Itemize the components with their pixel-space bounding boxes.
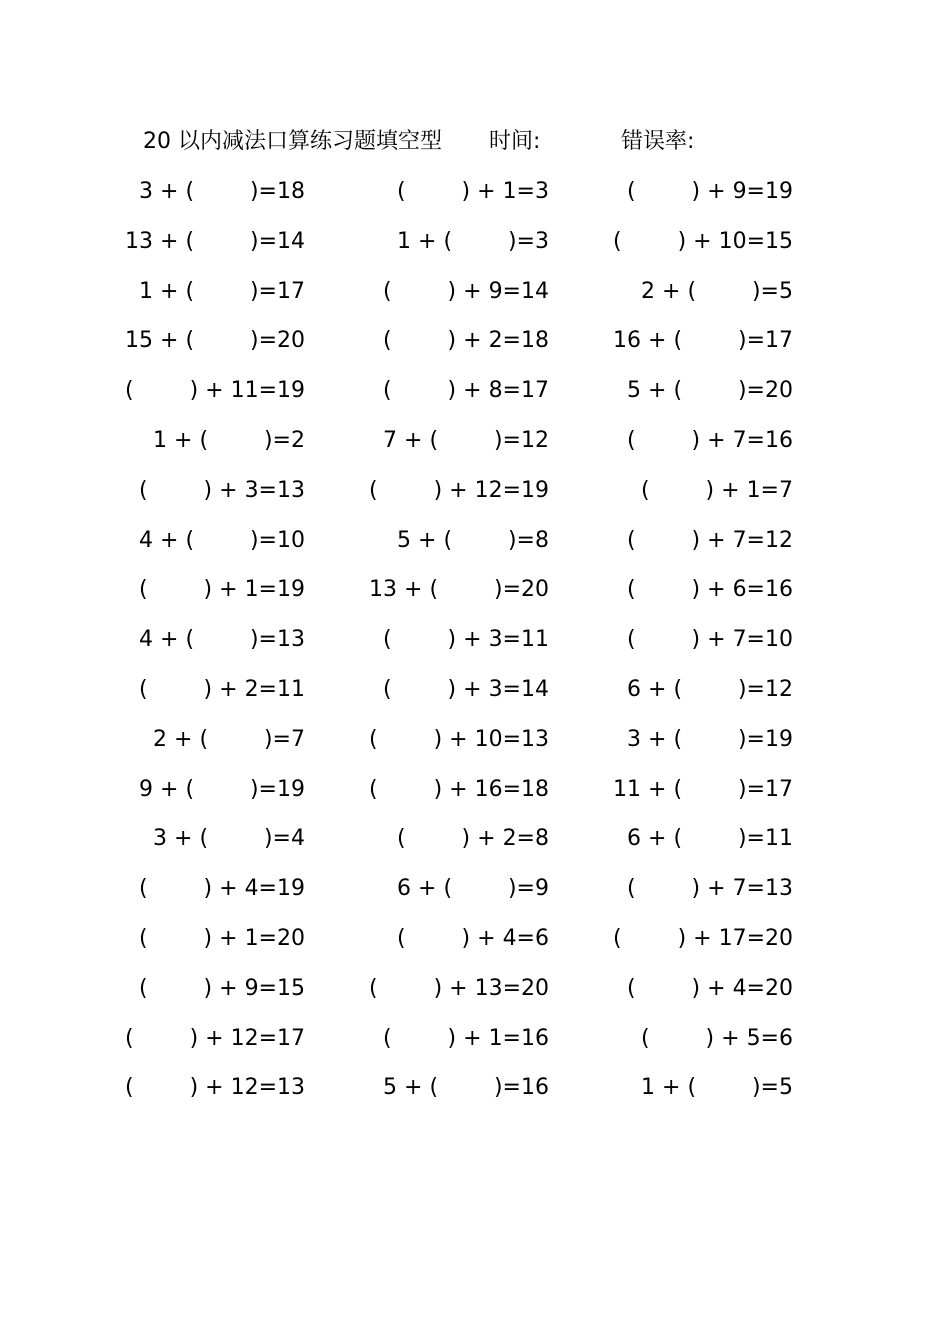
problem-row (0, 1023, 950, 1073)
math-problem: ( ) + 2=18 (383, 328, 549, 354)
problem-row (0, 674, 950, 724)
math-problem: ( ) + 9=19 (627, 179, 793, 204)
math-problem: ( ) + 1=16 (383, 1025, 549, 1051)
math-problem: ( ) + 7=10 (627, 627, 793, 653)
problem-row (0, 325, 950, 375)
problem-row (0, 574, 950, 624)
math-problem: 5 + ( )=16 (383, 1075, 549, 1101)
problem-row (0, 176, 950, 226)
problem-row (0, 226, 950, 276)
math-problem: ( ) + 12=13 (125, 1075, 305, 1101)
math-problem: ( ) + 2=11 (139, 676, 305, 702)
math-problem: ( ) + 12=17 (125, 1025, 305, 1051)
problem-grid (0, 176, 950, 1122)
math-problem: ( ) + 1=19 (139, 577, 305, 603)
problem-row (0, 375, 950, 425)
math-problem: 13 + ( )=14 (125, 228, 305, 254)
math-problem: ( ) + 1=3 (397, 179, 549, 204)
math-problem: ( ) + 7=12 (627, 527, 793, 553)
math-problem: 3 + ( )=19 (627, 726, 793, 752)
math-problem: ( ) + 5=6 (641, 1025, 793, 1051)
problem-row (0, 425, 950, 475)
math-problem: 1 + ( )=2 (153, 427, 305, 453)
math-problem: ( ) + 7=13 (627, 876, 793, 902)
math-problem: ( ) + 3=13 (139, 477, 305, 503)
error-rate-label: 错误率: (621, 129, 695, 154)
problem-row (0, 923, 950, 973)
math-problem: 5 + ( )=8 (397, 527, 549, 553)
math-problem: ( ) + 3=14 (383, 676, 549, 702)
math-problem: ( ) + 9=15 (139, 975, 305, 1001)
math-problem: ( ) + 1=20 (139, 925, 305, 951)
math-problem: ( ) + 8=17 (383, 378, 549, 404)
math-problem: 6 + ( )=9 (397, 876, 549, 902)
math-problem: 3 + ( )=4 (153, 826, 305, 852)
math-problem: 9 + ( )=19 (139, 776, 305, 802)
math-problem: 1 + ( )=17 (139, 278, 305, 304)
math-problem: 13 + ( )=20 (369, 577, 549, 603)
math-problem: ( ) + 13=20 (369, 975, 549, 1001)
math-problem: ( ) + 17=20 (613, 925, 793, 951)
problem-row (0, 724, 950, 774)
math-problem: 1 + ( )=3 (397, 228, 549, 254)
time-label: 时间: (489, 129, 541, 154)
math-problem: ( ) + 4=20 (627, 975, 793, 1001)
math-problem: 16 + ( )=17 (613, 328, 793, 354)
math-problem: ( ) + 3=11 (383, 627, 549, 653)
problem-row (0, 973, 950, 1023)
math-problem: ( ) + 10=13 (369, 726, 549, 752)
worksheet-title: 20 以内减法口算练习题填空型 (143, 129, 442, 154)
math-problem: 2 + ( )=7 (153, 726, 305, 752)
math-problem: 3 + ( )=18 (139, 179, 305, 204)
problem-row (0, 1072, 950, 1122)
math-problem: ( ) + 9=14 (383, 278, 549, 304)
math-problem: ( ) + 2=8 (397, 826, 549, 852)
math-problem: 11 + ( )=17 (613, 776, 793, 802)
math-problem: ( ) + 16=18 (369, 776, 549, 802)
math-problem: 2 + ( )=5 (641, 278, 793, 304)
math-problem: ( ) + 4=19 (139, 876, 305, 902)
math-problem: 6 + ( )=11 (627, 826, 793, 852)
math-problem: ( ) + 11=19 (125, 378, 305, 404)
problem-row (0, 823, 950, 873)
problem-row (0, 276, 950, 326)
worksheet-header (143, 126, 823, 158)
problem-row (0, 774, 950, 824)
math-problem: ( ) + 4=6 (397, 925, 549, 951)
math-problem: 5 + ( )=20 (627, 378, 793, 404)
math-problem: 4 + ( )=10 (139, 527, 305, 553)
math-problem: ( ) + 6=16 (627, 577, 793, 603)
problem-row (0, 873, 950, 923)
problem-row (0, 624, 950, 674)
problem-row (0, 525, 950, 575)
math-problem: 15 + ( )=20 (125, 328, 305, 354)
math-problem: 4 + ( )=13 (139, 627, 305, 653)
math-problem: ( ) + 10=15 (613, 228, 793, 254)
math-problem: 6 + ( )=12 (627, 676, 793, 702)
math-problem: 1 + ( )=5 (641, 1075, 793, 1101)
math-problem: ( ) + 12=19 (369, 477, 549, 503)
problem-row (0, 475, 950, 525)
math-problem: ( ) + 1=7 (641, 477, 793, 503)
math-problem: 7 + ( )=12 (383, 427, 549, 453)
math-problem: ( ) + 7=16 (627, 427, 793, 453)
